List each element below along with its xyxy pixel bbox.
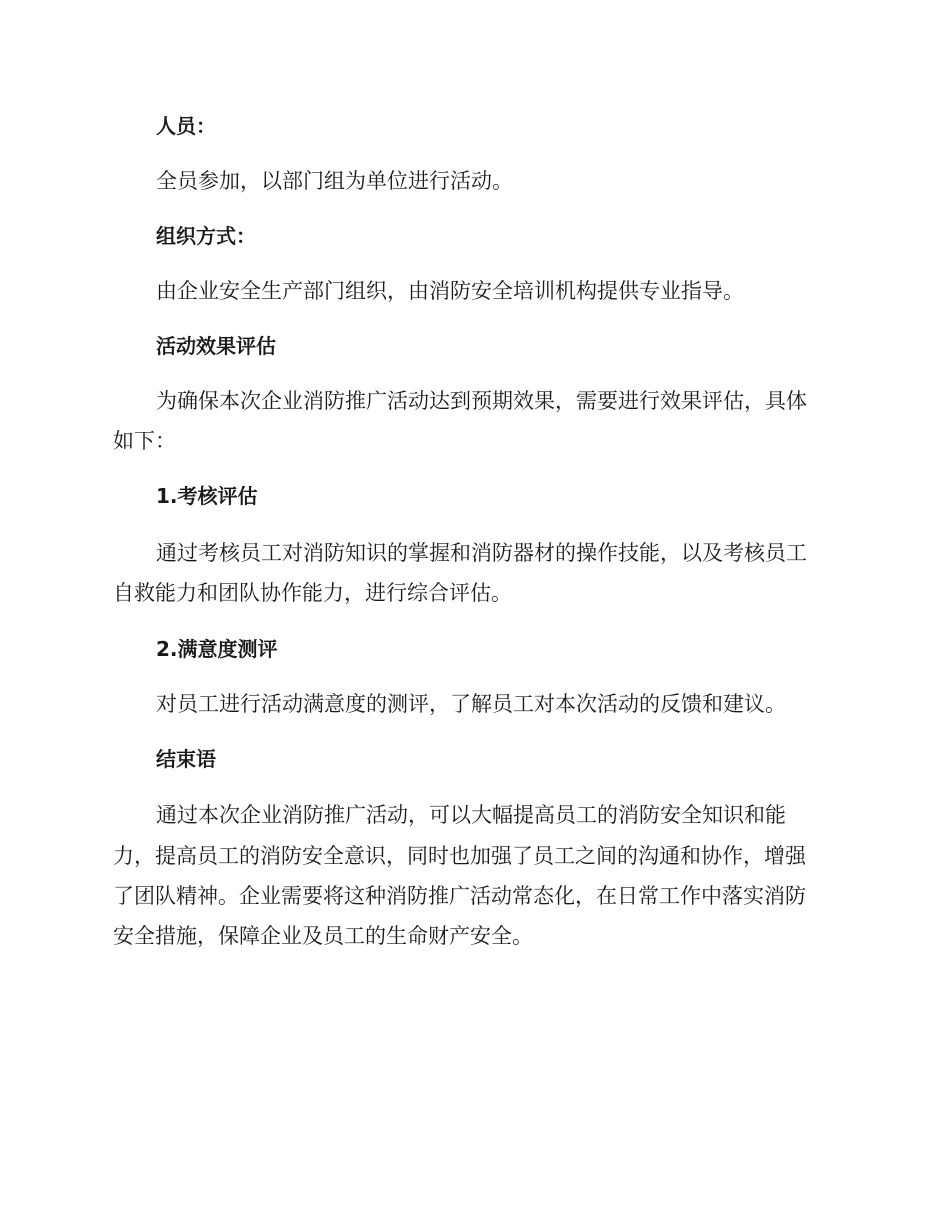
paragraph-assessment-line-2: 自救能力和团队协作能力，进行综合评估。 [113,581,512,605]
paragraph-conclusion-line-4: 安全措施，保障企业及员工的生命财产安全。 [113,924,533,948]
paragraph-conclusion-line-1: 通过本次企业消防推广活动，可以大幅提高员工的消防安全知识和能 [156,803,786,827]
paragraph-personnel: 全员参加，以部门组为单位进行活动。 [156,169,513,193]
paragraph-conclusion-line-2: 力，提高员工的消防安全意识，同时也加强了员工之间的沟通和协作，增强 [113,844,806,868]
section-heading-organization: 组织方式： [156,224,256,248]
paragraph-conclusion-line-3: 了团队精神。企业需要将这种消防推广活动常态化，在日常工作中落实消防 [113,884,806,908]
paragraph-evaluation-line-2: 如下： [113,429,176,453]
paragraph-assessment-line-1: 通过考核员工对消防知识的掌握和消防器材的操作技能，以及考核员工 [156,541,807,565]
section-heading-evaluation: 活动效果评估 [156,334,276,358]
section-heading-satisfaction: 2.满意度测评 [156,637,278,661]
section-heading-personnel: 人员： [156,114,216,138]
paragraph-organization: 由企业安全生产部门组织，由消防安全培训机构提供专业指导。 [156,279,744,303]
section-heading-assessment: 1.考核评估 [156,484,258,508]
section-heading-conclusion: 结束语 [156,747,216,771]
paragraph-satisfaction: 对员工进行活动满意度的测评，了解员工对本次活动的反馈和建议。 [156,692,786,716]
paragraph-evaluation-line-1: 为确保本次企业消防推广活动达到预期效果，需要进行效果评估，具体 [156,389,807,413]
